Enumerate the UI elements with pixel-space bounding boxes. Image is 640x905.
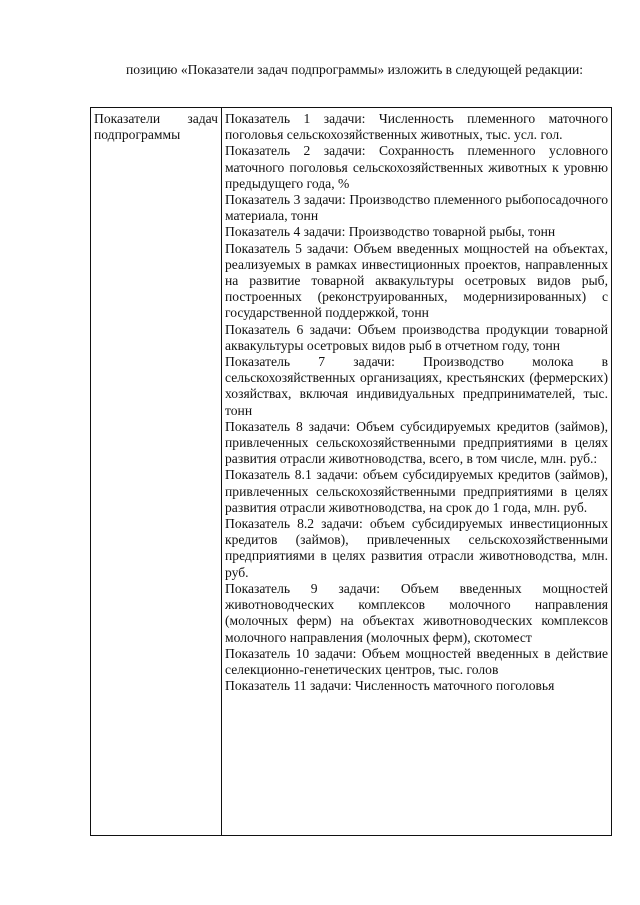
indicator-item: Показатель 8.1 задачи: объем субсидируемых кредитов (займов), привлеченных сельскохозяйственными предприятиями в целях развития отрасли животноводства, на срок до 1 года, млн. руб. xyxy=(225,467,608,515)
indicator-item: Показатель 7 задачи: Производство молока в сельскохозяйственных организациях, крестьянских (фермерских) хозяйствах, включая индивидуальных предпринимателей, тыс. тонн xyxy=(225,354,608,418)
left-header-cell: Показатели задач подпрограммы xyxy=(91,108,222,836)
indicator-item: Показатель 8 задачи: Объем субсидируемых кредитов (займов), привлеченных сельскохозяйственными предприятиями в целях развития отрасли животноводства, всего, в том числе, млн. руб.: xyxy=(225,418,608,467)
indicator-item: Показатель 3 задачи: Производство племенного рыбопосадочного материала, тонн xyxy=(225,192,608,224)
indicator-item: Показатель 4 задачи: Производство товарной рыбы, тонн xyxy=(225,224,556,240)
indicator-item: Показатель 2 задачи: Сохранность племенного условного маточного поголовья сельскохозяйственных животных к уровню предыдущего года, % xyxy=(225,143,608,191)
indicator-item: Показатель 5 задачи: Объем введенных мощностей на объектах, реализуемых в рамках инвестиционных проектов, направленных на развитие товарной аквакультуры осетровых видов рыб, построенных (реконструированных, модернизированных) с государственной поддержкой, тонн xyxy=(225,240,608,321)
indicator-item: Показатель 1 задачи: Численность племенного маточного поголовья сельскохозяйственных животных, тыс. усл. гол. xyxy=(225,111,608,143)
indicator-item: Показатель 9 задачи: Объем введенных мощностей животноводческих комплексов молочного направления (молочных ферм) на объектах животноводческих комплексов молочного направления (молочных ферм), скотомест xyxy=(225,580,608,645)
indicator-item: Показатель 11 задачи: Численность маточного поголовья xyxy=(225,678,555,694)
indicator-item: Показатель 8.2 задачи: объем субсидируемых инвестиционных кредитов (займов), привлеченных сельскохозяйственными предприятиями в целях развития отрасли животноводства, млн. руб. xyxy=(225,516,608,580)
subprogram-indicators-table xyxy=(90,107,612,836)
intro-paragraph: позицию «Показатели задач подпрограммы» изложить в следующей редакции: xyxy=(126,62,584,77)
indicator-item: Показатель 6 задачи: Объем производства продукции товарной аквакультуры осетровых видов рыб в отчетном году, тонн xyxy=(225,321,608,353)
table-row xyxy=(91,108,612,836)
indicator-item: Показатель 10 задачи: Объем мощностей введенных в действие селекционно-генетических центров, тыс. голов xyxy=(225,645,608,677)
indicators-cell xyxy=(222,108,612,836)
